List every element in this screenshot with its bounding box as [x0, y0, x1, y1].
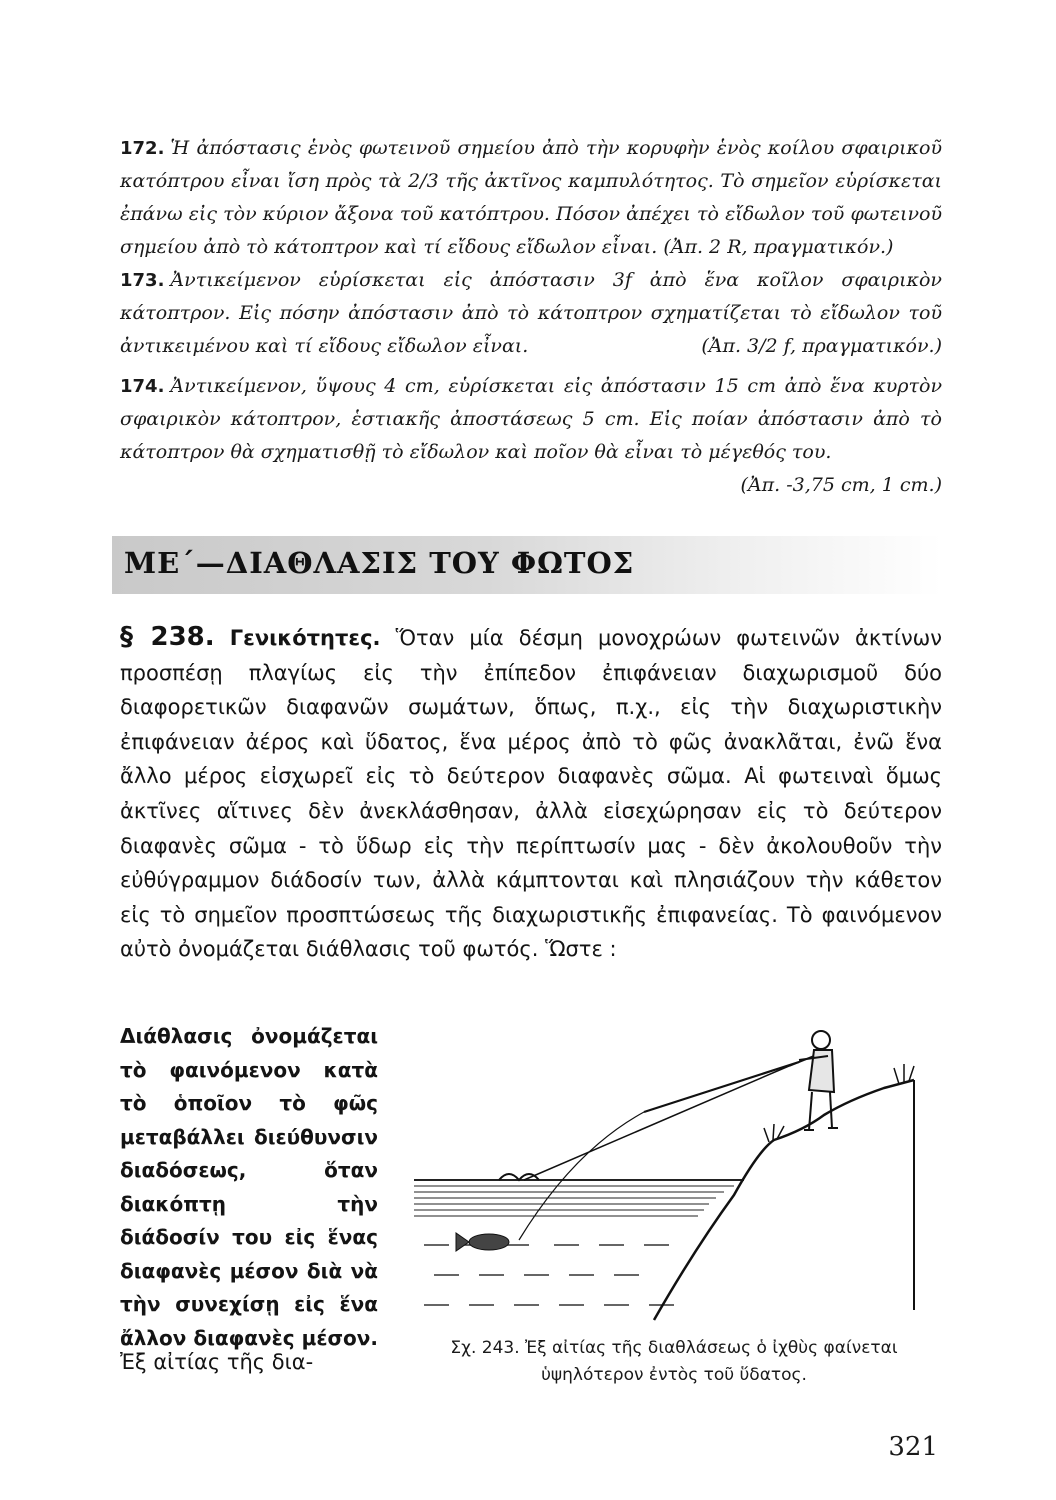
section-paragraph [120, 620, 942, 967]
paragraph-text: Ὅταν μία δέσμη μονοχρώων φωτεινῶν ἀκτίνων προσπέσῃ πλαγίως εἰς τὴν ἐπίπεδον ἐπιφάνειαν διαχωρισμοῦ δύο διαφορετικῶν διαφανῶν σωμάτων, ὅπως, π.χ., εἰς τὴν διαχωριστικὴν ἐπιφάνειαν ἀέρος καὶ ὕδατος, ἕνα μέρος ἀπὸ τὸ φῶς ἀνακλᾶται, ἐνῶ ἕνα ἄλλο μέρος εἰσχωρεῖ εἰς τὸ δεύτερον διαφανὲς σῶμα. Αἱ φωτειναὶ ὅμως ἀκτῖνες αἵτινες δὲν ἀνεκλάσθησαν, ἀλλὰ εἰσεχώρησαν εἰς τὸ δεύτερον διαφανὲς σῶμα - τὸ ὕδωρ εἰς τὴν περίπτωσίν μας - δὲν ἀκολουθοῦν τὴν εὐθύγραμμον διάδοσίν των, ἀλλὰ κάμπτονται καὶ πλησιάζουν τὴν κάθετον εἰς τὸ σημεῖον προσπτώσεως τῆς διαχωριστικῆς ἐπιφανείας. Τὸ φαινόμενον αὐτὸ ὀνομάζεται διάθλασις τοῦ φωτός. Ὥστε : [120, 626, 942, 962]
problem-173 [120, 264, 942, 363]
definition-text: Διάθλασις ὀνομάζεται τὸ φαινόμενον κατὰ τὸ ὁποῖον τὸ φῶς μεταβάλλει διεύθυνσιν διαδόσεως, ὅταν διακόπτῃ τὴν διάδοσίν του εἰς ἕνας διαφανὲς μέσον διὰ νὰ τὴν συνεχίσῃ εἰς ἕνα ἄλλον διαφανὲς μέσον. [120, 1024, 378, 1350]
continuation-text: Ἐξ αἰτίας τῆς δια- [120, 1350, 314, 1374]
problem-number: 174. [120, 376, 165, 397]
caption-text: Ἐξ αἰτίας τῆς διαθλάσεως ὁ ἰχθὺς φαίνεται ὑψηλότερον ἐντὸς τοῦ ὕδατος. [525, 1338, 898, 1385]
refraction-illustration [404, 1020, 944, 1332]
grass-tufts [764, 1064, 914, 1142]
problem-number: 173. [120, 270, 165, 291]
fishing-line [519, 1112, 644, 1240]
problem-answer: (Ἀπ. 2 R, πραγματικόν.) [663, 236, 894, 258]
problem-text: Ἀντικείμενον, ὕψους 4 cm, εὑρίσκεται εἰς ἀπόστασιν 15 cm ἀπὸ ἕνα κυρτὸν σφαιρικὸν κάτοπτρον, ἑστιακῆς ἀποστάσεως 5 cm. Εἰς ποίαν ἀπόστασιν ἀπὸ τὸ κάτοπτρον θὰ σχηματισθῇ τὸ εἴδωλον καὶ ποῖον θὰ εἶναι τὸ μέγεθός του. [120, 375, 942, 463]
water-surface [414, 1180, 744, 1216]
fishing-rod [644, 1062, 799, 1112]
section-number: § 238. [120, 622, 215, 652]
problem-answer: (Ἀπ. 3/2 f, πραγματικόν.) [701, 335, 942, 357]
figure-caption [404, 1335, 944, 1389]
problem-174 [120, 370, 942, 502]
page-number: 321 [888, 1432, 938, 1462]
problem-number: 172. [120, 138, 165, 159]
fisherman-figure [789, 1031, 838, 1130]
caption-label: Σχ. 243. [450, 1338, 520, 1358]
problem-text: Ἀντικείμενον εὑρίσκεται εἰς ἀπόστασιν 3f ἀπὸ ἕνα κοῖλον σφαιρικὸν κάτοπτρον. Εἰς πόσην ἀπόστασιν ἀπὸ τὸ κάτοπτρον σχηματίζεται τὸ εἴδωλον τοῦ ἀντικειμένου καὶ τί εἴδους εἴδωλον εἶναι. [120, 269, 942, 357]
problem-answer: (Ἀπ. -3,75 cm, 1 cm.) [740, 474, 942, 496]
problem-text: Ἡ ἀπόστασις ἑνὸς φωτεινοῦ σημείου ἀπὸ τὴν κορυφὴν ἑνὸς κοίλου σφαιρικοῦ κατόπτρου εἶναι ἴση πρὸς τὰ 2/3 τῆς ἀκτῖνος καμπυλότητος. Τὸ σημεῖον εὑρίσκεται ἐπάνω εἰς τὸν κύριον ἄξονα τοῦ κατόπτρου. Πόσον ἀπέχει τὸ εἴδωλον τοῦ φωτεινοῦ σημείου ἀπὸ τὸ κάτοπτρον καὶ τί εἴδους εἴδωλον εἶναι. [120, 137, 942, 258]
river-bank [654, 1080, 914, 1320]
paragraph-heading: Γενικότητες. [229, 626, 381, 650]
underwater-dashes [424, 1245, 674, 1305]
line-of-sight [524, 1066, 789, 1180]
fish-icon [456, 1233, 509, 1251]
section-title: ΜΕ΄—ΔΙΑΘΛΑΣΙΣ ΤΟΥ ΦΩΤΟΣ [124, 546, 635, 580]
problem-172 [120, 132, 942, 264]
